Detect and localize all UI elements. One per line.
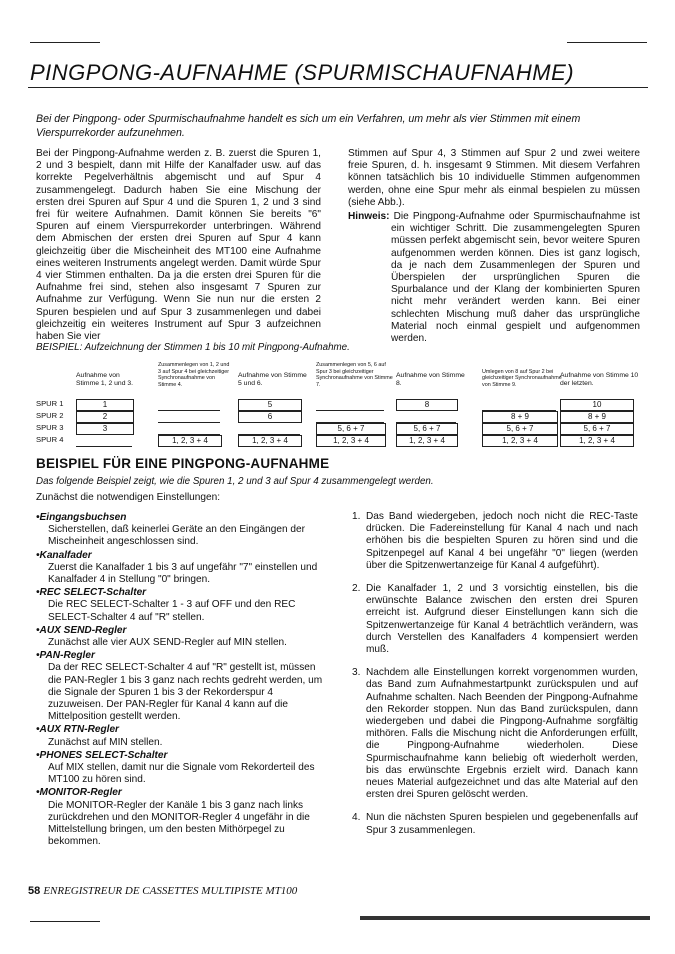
diagram-cell: 5 xyxy=(238,399,302,411)
diagram-cell: 5, 6 + 7 xyxy=(482,423,558,435)
diagram-column-header: Aufnahme von Stimme 8. xyxy=(396,372,465,387)
body-paragraph-left: Bei der Pingpong-Aufnahme werden z. B. zuerst die Spuren 1, 2 und 3 bespielt, dann mit Hilfe der Kanalfader usw. auf das korrekte Pegelverhältnis abgemischt und auf Spur 4 zusammengelegt. Dadurch haben Sie eine Mischung der ersten drei Spuren auf Spur 4 und die Spuren 1, 2 und 3 sind frei für weitere Aufnahmen. Damit können Sie bereits "6" Spuren auf einem Vierspurrekorder unterbringen. Während dem Abmischen der ersten drei Spuren auf Spur 4 kann gleichzeitig über die Mischeinheit des MT100 eine Aufnahme eines weiteren Instruments angelegt werden. Damit würde Spur 4 vier Stimmen enthalten. Da ja die ersten drei Spuren für die Aufnahme frei sind, stehen also insgesamt 7 Spuren zur Aufnahme zur Verfügung. Wenn Sie nun nur die ersten 2 Spuren bespielen und auf Spur 3 zusammenlegen und dabei gleichzeitig ein weiteres Instrument auf Spur 3 aufzeichnen haben Sie vier xyxy=(36,148,321,343)
setting-text: Zunächst auf MIN stellen. xyxy=(48,736,163,748)
diagram-column-header: Umlegen von 8 auf Spur 2 bei gleichzeitiger Synchronaufnahme von Stimme 9. xyxy=(482,368,562,388)
setting-text: Zunächst alle vier AUX SEND-Regler auf MIN stellen. xyxy=(48,637,287,649)
steps-list xyxy=(352,511,638,848)
diagram-cell: 5, 6 + 7 xyxy=(560,423,634,435)
pingpong-diagram xyxy=(36,356,648,445)
setting-heading: •Kanalfader xyxy=(36,549,92,561)
diagram-cell: 2 xyxy=(76,411,134,423)
diagram-cell: 8 xyxy=(396,399,458,411)
left-column-text xyxy=(36,148,321,343)
setting-heading: •REC SELECT-Schalter xyxy=(36,587,147,599)
diagram-cell: 6 xyxy=(238,411,302,423)
step-number: 2. xyxy=(352,583,361,595)
setting-heading: •Eingangsbuchsen xyxy=(36,512,127,523)
intro-text: Bei der Pingpong- oder Spurmischaufnahme handelt es sich um ein Verfahren, um mehr als vier Stimmen mit einem Vierspurrekorder aufzunehmen. xyxy=(36,113,581,139)
setting-text: Die MONITOR-Regler der Kanäle 1 bis 3 ganz nach links zurückdrehen und den MONITOR-Regler 4 ungefähr in die Mittelstellung bringen, um den besten Mithörpegel zu bekommen. xyxy=(48,799,310,848)
diagram-cell: 10 xyxy=(560,399,634,411)
step-item xyxy=(352,511,638,572)
setting-heading: •MONITOR-Regler xyxy=(36,787,122,799)
section-subtitle: Das folgende Beispiel zeigt, wie die Spuren 1, 2 und 3 auf Spur 4 zusammengelegt werden. xyxy=(36,476,434,487)
hint-label: Hinweis: xyxy=(348,211,390,223)
top-rule-right xyxy=(567,42,647,43)
diagram-column-header: Aufnahme von Stimme 1, 2 und 3. xyxy=(76,372,134,387)
page-footer xyxy=(28,885,297,897)
setting-text: Auf MIX stellen, damit nur die Signale vom Rekorderteil des MT100 zu hören sind. xyxy=(48,762,315,786)
bottom-rule-right xyxy=(360,916,650,920)
page-title: PINGPONG-AUFNAHME (SPURMISCHAUFNAHME) xyxy=(30,60,575,85)
step-number: 4. xyxy=(352,812,361,824)
setting-text: Zuerst die Kanalfader 1 bis 3 auf ungefähr "7" einstellen und Kanalfader 4 in Stellung "0" bringen. xyxy=(48,561,318,586)
top-rule-left xyxy=(30,42,100,43)
diagram-cell xyxy=(158,410,220,411)
setting-heading: •PAN-Regler xyxy=(36,650,95,662)
right-column-text xyxy=(348,148,640,345)
diagram-cell: 1, 2, 3 + 4 xyxy=(482,435,558,447)
step-number: 3. xyxy=(352,667,361,679)
diagram-column-header: Zusammenlegen von 1, 2 und 3 auf Spur 4 bei gleichzeitiger Synchronaufnahme von Stimme 4. xyxy=(158,362,230,388)
step-number: 1. xyxy=(352,511,361,522)
diagram-cell: 1, 2, 3 + 4 xyxy=(158,435,222,447)
step-text: Die Kanalfader 1, 2 und 3 vorsichtig einstellen, bis die erwünschte Balance zwischen den ersten drei Spuren erreicht ist. Aufgrund dieser Einstellungen kann sich die Spitzenwertanzeige für Kanal 4 beträchtlich verändern, was durch Verstellen des Kanalfaders 4 kompensiert werden muß. xyxy=(366,583,638,656)
setting-heading: •AUX SEND-Regler xyxy=(36,624,127,636)
diagram-column-header: Zusammenlegen von 5, 6 auf Spur 3 bei gleichzeitiger Synchronaufnahme von Stimme 7. xyxy=(316,362,393,388)
step-text: Nun die nächsten Spuren bespielen und gegebenenfalls auf Spur 3 zusammenlegen. xyxy=(366,812,638,836)
diagram-cell: 1, 2, 3 + 4 xyxy=(560,435,634,447)
diagram-cell xyxy=(316,410,384,411)
setting-heading: •AUX RTN-Regler xyxy=(36,724,119,736)
step-item xyxy=(352,812,638,836)
footer-text: ENREGISTREUR DE CASSETTES MULTIPISTE MT100 xyxy=(43,885,298,897)
diagram-cell: 5, 6 + 7 xyxy=(316,423,386,435)
track-label: SPUR 4 xyxy=(36,435,64,444)
diagram-cell: 8 + 9 xyxy=(560,411,634,423)
title-underline xyxy=(28,87,648,88)
setting-text: Sicherstellen, daß keinerlei Geräte an den Eingängen der Mischeinheit angeschlossen sind. xyxy=(48,524,305,548)
setting-text: Da der REC SELECT-Schalter 4 auf "R" gestellt ist, müssen die PAN-Regler 1 bis 3 ganz nach rechts gedreht werden, um die Signale der Spuren 1 bis 3 der Rekorderspur 4 zuzuweisen. Der PAN-Regler für Kanal 4 kann auf die Mittelposition gestellt werden. xyxy=(48,662,323,723)
diagram-cell: 1, 2, 3 + 4 xyxy=(396,435,458,447)
step-text: Das Band wiedergeben, jedoch noch nicht die REC-Taste drücken. Die Fadereinstellung für Kanal 4 nach und nach erhöhen bis die bespielten Spuren zu hören sind und die Spitzenpegel auf Kanal 4 bei ungefähr "0" liegen (werden über die Spitzenwertanzeige für Kanal 4 aufgeführt). xyxy=(366,511,638,571)
setting-text: Die REC SELECT-Schalter 1 - 3 auf OFF und den REC SELECT-Schalter 4 auf "R" stellen. xyxy=(48,599,296,623)
page-number: 58 xyxy=(28,885,41,897)
diagram-cell: 8 + 9 xyxy=(482,411,558,423)
step-text: Nachdem alle Einstellungen korrekt vorgenommen wurden, das Band zum Aufnahmestartpunkt zurückspulen und auf Aufnahme schalten. Nach Beenden der Pingpong-Aufnahme den Rekorder stoppen. Nun das Band zurückspulen, dann wiedergeben und dabei die Pingpong-Aufnahme sorgfältig mithören. Falls die Mischung nicht die Anforderungen erfüllt, die Pingpong-Aufnahme wiederholen. Diese Spurmischaufnahme kann beliebig oft wiederholt werden, bis das erwünschte Ergebnis erzielt wird. Danach kann neues Material aufgezeichnet und das alte Material auf den ersten drei Spuren gelöscht werden. xyxy=(366,667,638,801)
diagram-cell: 1, 2, 3 + 4 xyxy=(316,435,386,447)
track-label: SPUR 2 xyxy=(36,411,64,420)
section-heading: BEISPIEL FÜR EINE PINGPONG-AUFNAHME xyxy=(36,456,330,471)
track-label: SPUR 3 xyxy=(36,423,64,432)
diagram-cell xyxy=(76,446,132,447)
diagram-cell: 1 xyxy=(76,399,134,411)
step-item xyxy=(352,667,638,801)
settings-intro: Zunächst die notwendigen Einstellungen: xyxy=(36,492,221,503)
settings-list xyxy=(36,511,328,849)
step-item xyxy=(352,583,638,656)
setting-heading: •PHONES SELECT-Schalter xyxy=(36,749,168,761)
example-caption: BEISPIEL: Aufzeichnung der Stimmen 1 bis 10 mit Pingpong-Aufnahme. xyxy=(36,342,350,353)
diagram-column-header: Aufnahme von Stimme 10 der letzten. xyxy=(560,372,639,387)
diagram-cell: 5, 6 + 7 xyxy=(396,423,458,435)
diagram-column-header: Aufnahme von Stimme 5 und 6. xyxy=(238,372,307,387)
track-label: SPUR 1 xyxy=(36,399,64,408)
bottom-rule-left xyxy=(30,921,100,922)
diagram-cell: 1, 2, 3 + 4 xyxy=(238,435,302,447)
body-paragraph-right: Stimmen auf Spur 4, 3 Stimmen auf Spur 2 und zwei weitere freie Spuren, d. h. insgesamt 9 Stimmen. Mit diesem Verfahren können tatsächlich bis 10 individuelle Stimmen aufgenommen werden, ohne eine Spur mehr als einmal bespielen zu müssen (siehe Abb.). xyxy=(348,148,640,208)
diagram-cell: 3 xyxy=(76,423,134,435)
hint-block xyxy=(348,211,640,345)
hint-text: Die Pingpong-Aufnahme oder Spurmischaufnahme ist ein wichtiger Schritt. Die zusammengelegten Spuren müssen perfekt abgemischt sein, bevor weitere Spuren aufgenommen werden können. Dies ist ganz logisch, da je nach dem Zusammenlegen der Spuren und Überspielen der ursprünglichen Spuren die Spurbalance und der Klang der kombinierten Spuren nicht mehr verändert werden kann. Bei einer schlechten Mischung muß daher das ursprüngliche Material noch einmal gespielt und aufgenommen werden. xyxy=(391,211,640,345)
diagram-cell xyxy=(158,422,220,423)
